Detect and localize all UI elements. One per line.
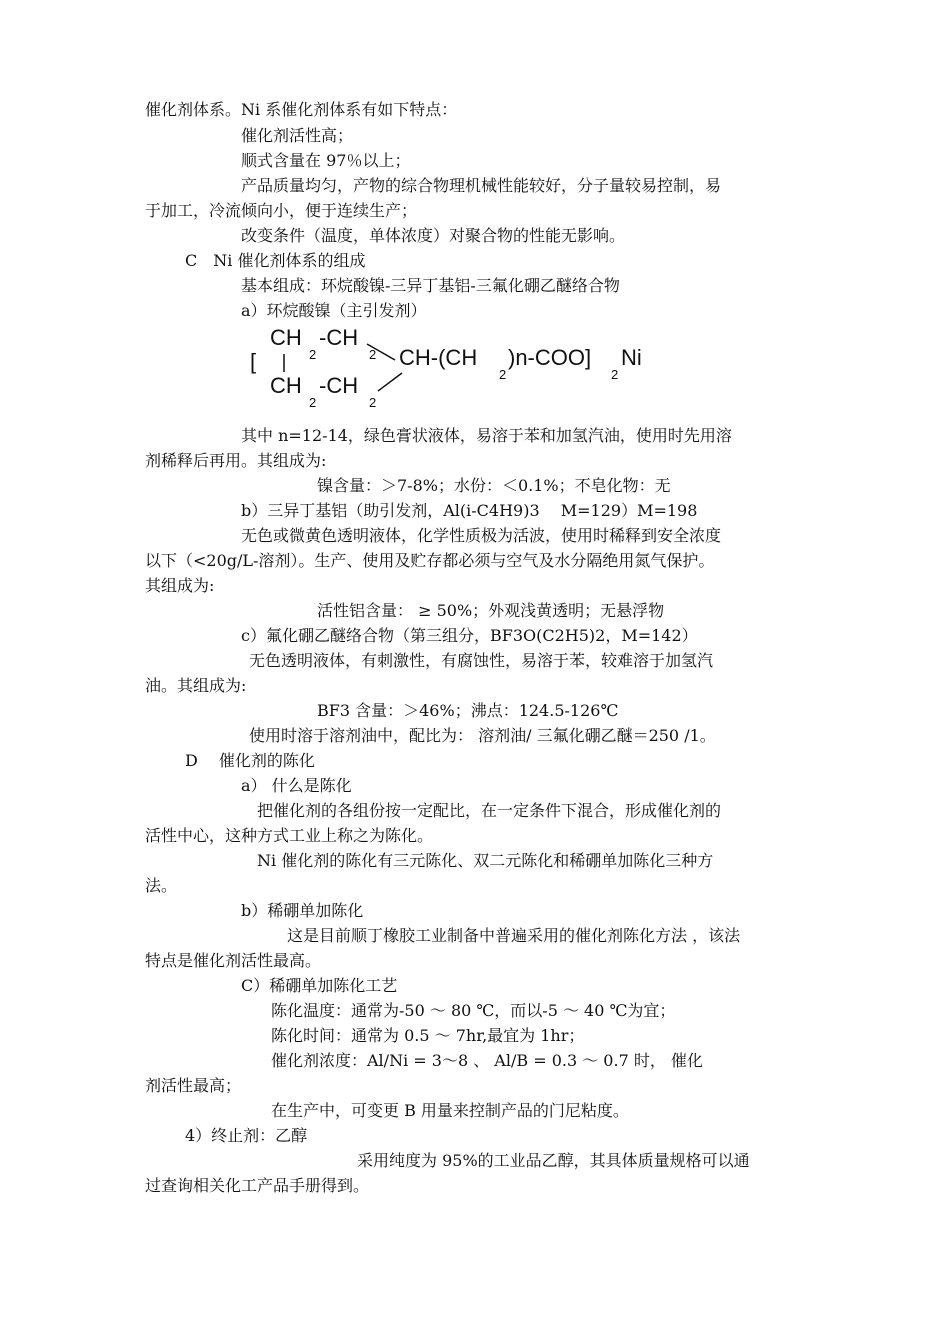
text-line: 陈化时间：通常为 0.5 ～ 7hr,最宜为 1hr； (271, 1026, 585, 1045)
formula-carboxylate: )n-COO] (508, 345, 592, 370)
text-line: 镍含量：＞7-8%；水份：＜0.1%；不皂化物：无 (317, 476, 671, 495)
text-line: 催化剂体系。Ni 系催化剂体系有如下特点： (145, 100, 458, 119)
text-line: BF3 含量：＞46%；沸点：124.5-126℃ (317, 701, 619, 720)
chemical-formula (245, 318, 665, 412)
subsection-heading: a） 什么是陈化 (241, 776, 352, 795)
text-line: 这是目前顺丁橡胶工业制备中普遍采用的催化剂陈化方法 ，该法 (287, 926, 741, 945)
text-line: 过查询相关化工产品手册得到。 (145, 1176, 370, 1195)
text-line: 无色透明液体，有刺激性，有腐蚀性，易溶于苯，较难溶于加氢汽 (249, 651, 714, 670)
section-heading: C Ni 催化剂体系的组成 (185, 251, 366, 270)
text-line: 在生产中，可变更 B 用量来控制产品的门尼粘度。 (271, 1101, 629, 1120)
formula-main-chain: CH-(CH (399, 345, 478, 370)
text-line: 其组成为: (145, 576, 215, 595)
formula-ch-bottom: CH (270, 373, 302, 398)
text-line: 基本组成：环烷酸镍-三异丁基铝-三氟化硼乙醚络合物 (241, 276, 620, 295)
text-line: 催化剂浓度：Al/Ni = 3～8 、 Al/B = 0.3 ～ 0.7 时， 催化 (271, 1051, 703, 1070)
text-line: 催化剂活性高； (241, 126, 354, 145)
formula-ch-top: CH (270, 325, 302, 350)
text-line: 法。 (145, 876, 178, 895)
section-heading: 4）终止剂：乙醇 (185, 1126, 308, 1145)
subsection-heading: c）氟化硼乙醚络合物（第三组分，BF3O(C2H5)2，M=142） (241, 626, 698, 645)
text-line: 剂活性最高； (145, 1076, 242, 1095)
subsection-heading: b）三异丁基铝（助引发剂，Al(i-C4H9)3 M=129）M=198 (241, 501, 698, 520)
text-line: Ni 催化剂的陈化有三元陈化、双二元陈化和稀硼单加陈化三种方 (257, 851, 714, 870)
formula-subscript: 2 (369, 347, 377, 362)
text-line: 采用纯度为 95%的工业品乙醇，其具体质量规格可以通 (357, 1151, 750, 1170)
text-line: 剂稀释后再用。其组成为: (145, 451, 327, 470)
formula-nickel: Ni (621, 345, 642, 370)
formula-subscript: 2 (309, 347, 317, 362)
text-line: 使用时溶于溶剂油中，配比为： 溶剂油/ 三氟化硼乙醚＝250 /1。 (249, 726, 716, 745)
text-line: 产品质量均匀，产物的综合物理机械性能较好，分子量较易控制，易 (241, 176, 722, 195)
text-line: 以下（<20g/L-溶剂）。生产、使用及贮存都必须与空气及水分隔绝用氮气保护。 (145, 551, 715, 570)
section-heading: D 催化剂的陈化 (185, 751, 315, 770)
subsection-heading: C）稀硼单加陈化工艺 (241, 976, 398, 995)
formula-bracket-open: [ (250, 349, 257, 374)
formula-subscript: 2 (499, 367, 507, 382)
text-line: 活性中心，这种方式工业上称之为陈化。 (145, 826, 434, 845)
text-line: 其中 n=12-14，绿色膏状液体，易溶于苯和加氢汽油，使用时先用溶 (241, 426, 732, 445)
formula-subscript: 2 (369, 395, 377, 410)
text-line: 顺式含量在 97％以上； (241, 151, 411, 170)
text-line: 把催化剂的各组份按一定配比，在一定条件下混合，形成催化剂的 (257, 801, 722, 820)
formula-subscript: 2 (309, 395, 317, 410)
ring-bond-upper (367, 344, 395, 360)
text-line: 于加工，冷流倾向小，便于连续生产； (145, 201, 418, 220)
formula-ch-bottom-right: -CH (319, 373, 359, 398)
subsection-heading: b）稀硼单加陈化 (241, 901, 364, 920)
formula-subscript: 2 (611, 367, 619, 382)
formula-bonds (245, 318, 665, 412)
text-line: 特点是催化剂活性最高。 (145, 951, 322, 970)
text-line: 陈化温度：通常为-50 ～ 80 ℃，而以-5 ～ 40 ℃为宜； (271, 1001, 676, 1020)
text-line: 无色或微黄色透明液体，化学性质极为活波，使用时稀释到安全浓度 (241, 526, 722, 545)
subsection-heading: a）环烷酸镍（主引发剂） (241, 301, 427, 320)
text-line: 油。其组成为: (145, 676, 247, 695)
ring-bond-lower (378, 373, 402, 391)
formula-ch-top-right: -CH (319, 325, 359, 350)
text-line: 改变条件（温度，单体浓度）对聚合物的性能无影响。 (241, 226, 626, 245)
text-line: 活性铝含量： ≥ 50%；外观浅黄透明；无悬浮物 (317, 601, 665, 620)
